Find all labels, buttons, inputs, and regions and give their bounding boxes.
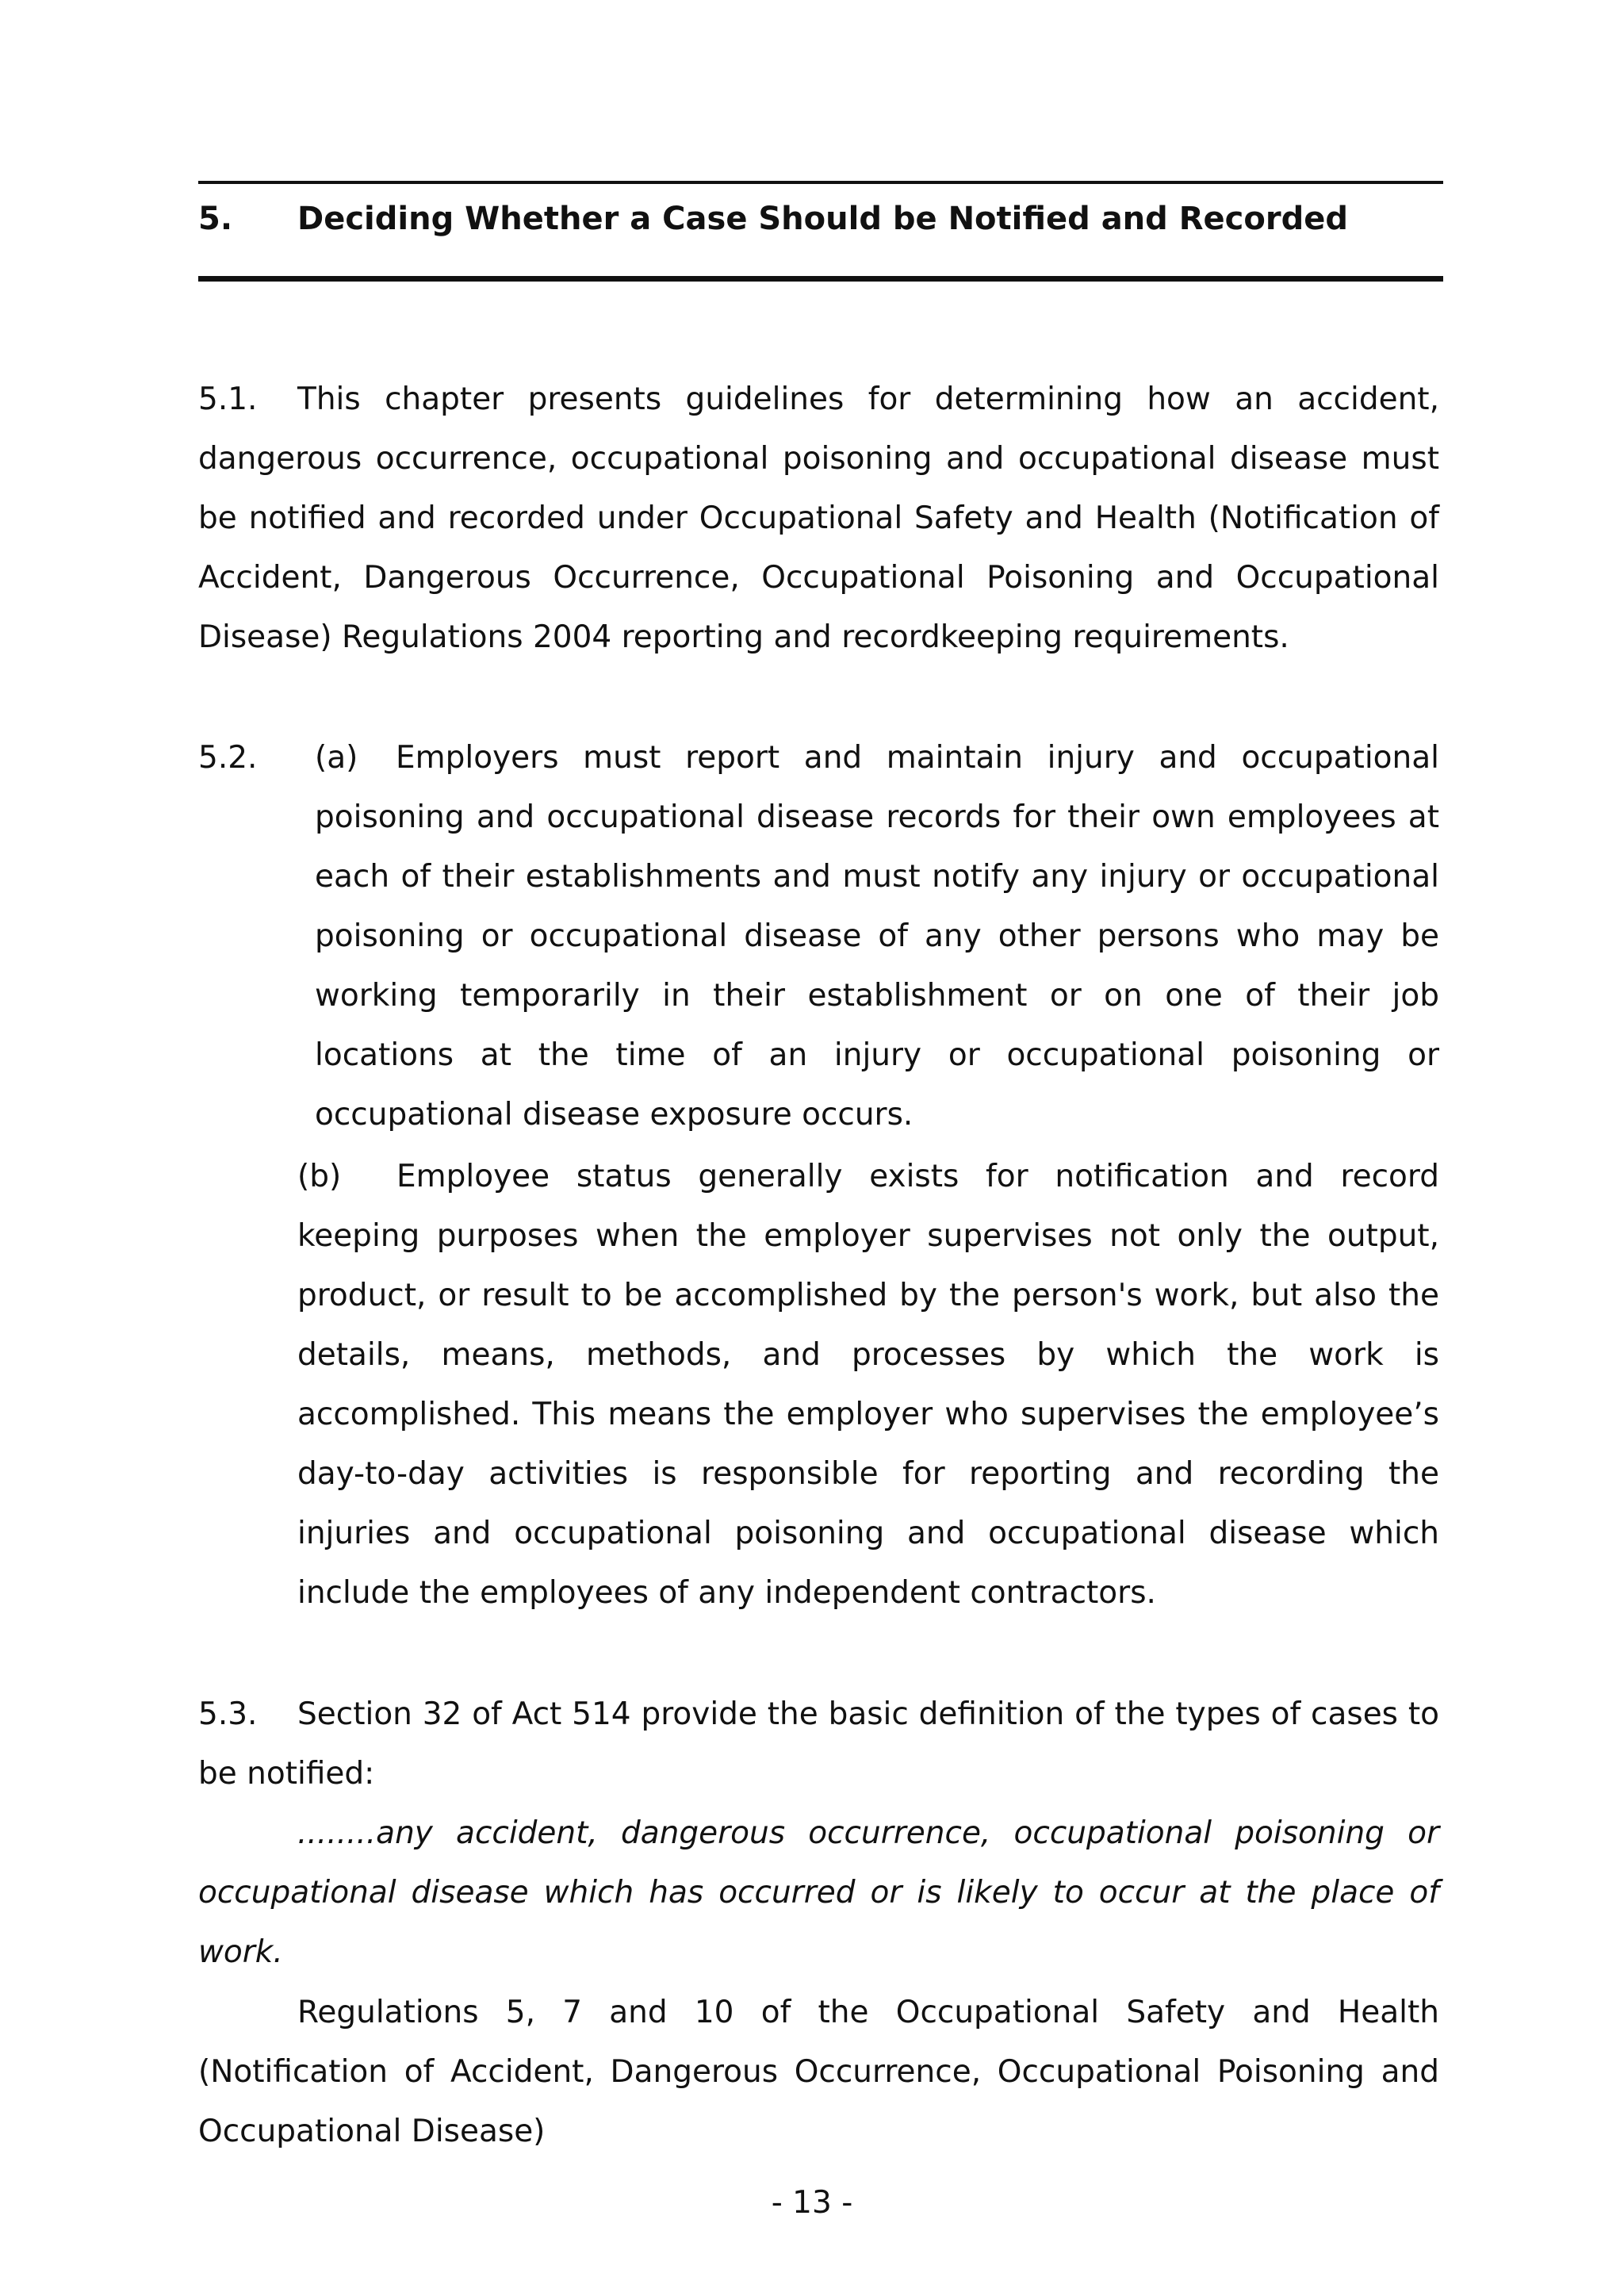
paragraph-5-3 (198, 1685, 1439, 1803)
quote-text: ........any accident, dangerous occurrence, occupational poisoning or occupational disease which has occurred or is likely to occur at the place of work. (198, 1815, 1439, 1970)
chapter-heading (198, 197, 1443, 241)
subparagraph-label: (b) (297, 1159, 342, 1194)
chapter-title: Deciding Whether a Case Should be Notified and Recorded (297, 201, 1348, 237)
paragraph-5-2-b (297, 1147, 1439, 1623)
regulations-text: Regulations 5, 7 and 10 of the Occupational Safety and Health (Notification of Accident, Dangerous Occurrence, Occupational Poisoning and Occupational Disease) (198, 1995, 1439, 2149)
heading-top-rule (198, 181, 1443, 184)
act-quote (198, 1803, 1439, 1982)
paragraph-number: 5.3. (198, 1696, 258, 1732)
paragraph-text: Section 32 of Act 514 provide the basic definition of the types of cases to be notified: (198, 1696, 1439, 1792)
paragraph-number: 5.1. (198, 381, 258, 417)
heading-bottom-rule (198, 276, 1443, 282)
subparagraph-text: Employee status generally exists for notification and record keeping purposes when the employer supervises not only the output, product, or result to be accomplished by the person's work, but also the details, means, methods, and processes by which the work is accomplished. This means the employer who supervises the employee’s day-to-day activities is responsible for reporting and recording the injuries and occupational poisoning and occupational disease which include the employees of any independent contractors. (297, 1159, 1439, 1611)
regulations-paragraph (198, 1983, 1439, 2161)
subparagraph-text: Employers must report and maintain injury and occupational poisoning and occupational disease records for their own employees at each of their establishments and must notify any injury or occupational poisoning or occupational disease of any other persons who may be working temporarily in their establishment or on one of their job locations at the time of an injury or occupational poisoning or occupational disease exposure occurs. (315, 740, 1439, 1133)
paragraph-5-1 (198, 370, 1439, 667)
paragraph-number: 5.2. (198, 740, 258, 776)
paragraph-text: This chapter presents guidelines for determining how an accident, dangerous occurrence, occupational poisoning and occupational disease must be notified and recorded under Occupational Safety and Health (Notification of Accident, Dangerous Occurrence, Occupational Poisoning and Occupational Disease) Regulations 2004 reporting and recordkeeping requirements. (198, 381, 1439, 655)
subparagraph-label: (a) (315, 740, 358, 776)
paragraph-5-2-a (198, 728, 1439, 1144)
chapter-number: 5. (198, 201, 233, 237)
page-number: - 13 - (771, 2185, 853, 2221)
